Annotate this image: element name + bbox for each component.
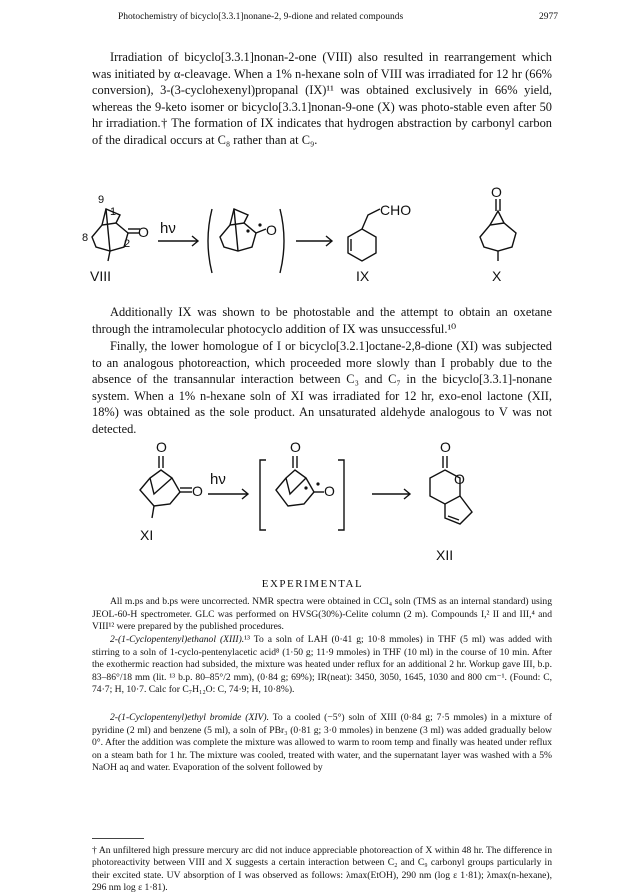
scheme-2-drawing: [80, 438, 560, 570]
scheme-1-drawing: [80, 185, 560, 295]
atom-label: 9: [98, 194, 105, 206]
svg-text:O: O: [266, 222, 277, 238]
compound-label-xii: XII: [436, 547, 454, 563]
footnote: † An unfiltered high pressure mercury arc did not induce appreciable photoreaction of X within 48 hr. The difference in photoreactivity between VIII and X suggests a certain interaction between C₂ and C₉ carbonyl groups particularly in their excited state. UV absorption of I was observed as follows: λmax(EtOH), 290 nm (log ε 1·81); λmax(n-hexane), 296 nm log ε 1·81).: [92, 845, 552, 894]
paragraph-lower-homologue: Finally, the lower homologue of I or bicyclo[3.2.1]octane-2,8-dione (XI) was subjected to an analogous photoreaction, which proceeded more slowly than I probably due to the absence of the transannular interaction between C₃ and C₇ in the bicyclo[3.3.1]-nonane system. When a 1% n-hexane soln of XI was irradiated for 12 hr, exo-enol lactone (XII, 18%) was obtained as the sole product. An unsaturated aldehyde analogous to V was not detected.: [92, 339, 552, 436]
reaction-scheme-1: [80, 185, 560, 295]
svg-text:O: O: [290, 439, 301, 455]
experimental-compound-xiv: [92, 712, 552, 775]
svg-text:O: O: [454, 471, 465, 487]
structure-xi: [140, 439, 203, 543]
compound-text-xiv: To a cooled (−5°) soln of XIII (0·84 g; 7·5 mmoles) in a mixture of pyridine (2 ml) and benzene (5 ml), a soln of PBr₃ (0·81 g; 3·0 mmoles) in benzene (3 ml) was added gradually below 0°. After the addition was complete the mixture was allowed to warm to room temp and finally was heated under reflux on a steam bath for 1 hr. The mixture was cooled, treated with water, and the supernatant layer was washed with a 5% NaOH aq and water. Evaporation of the solvent followed by: [92, 712, 552, 774]
footnote-rule: [92, 838, 144, 839]
structure-viii: [82, 194, 149, 284]
compound-label-xi: XI: [140, 527, 154, 543]
arrow-hv-1: [158, 220, 198, 246]
arrow-3: [372, 489, 410, 499]
compound-label-ix: IX: [356, 268, 370, 284]
compound-label-x: X: [492, 268, 502, 284]
compound-title-xiii: 2-(1-Cyclopentenyl)ethanol (XIII).: [110, 634, 245, 645]
compound-title-xiv: 2-(1-Cyclopentenyl)ethyl bromide (XIV).: [110, 712, 269, 723]
page-number: 2977: [539, 12, 558, 22]
experimental-general: All m.ps and b.ps were uncorrected. NMR spectra were obtained in CCl₄ soln (TMS as an internal standard) using JEOL-60-H spectrometer. GLC was performed on HVSG(30%)-Celite column (2 m). Compounds I,² II and III,⁴ and VIII¹² were prepared by the published procedures.: [92, 596, 552, 633]
svg-text:CHO: CHO: [380, 202, 412, 218]
compound-text-xiii: ¹³ To a soln of LAH (0·41 g; 10·8 mmoles) in THF (5 ml) was added with stirring to a soln of 1-cyclo-pentenylacetic acid⁸ (1·50 g; 11·9 mmoles) in THF (10 ml) in the course of 10 min. After the exothermic reaction had subsided, the mixture was heated under reflux for an additional 2 hr. Workup gave III, b.p. 83–86°/18 mm (lit. ¹³ b.p. 80–85°/2 mm), (0·84 g; 69%); IR(neat): 3450, 3050, 1645, 1030 and 800 cm⁻¹. (Found: C, 74·7; H, 10·7. Calc for C₇H₁₂O: C, 74·9; H, 10·8%).: [92, 634, 552, 696]
atom-label: 2: [124, 238, 131, 250]
diradical-intermediate: [208, 209, 284, 273]
structure-x: [480, 185, 516, 284]
svg-text:O: O: [192, 483, 203, 499]
atom-label: O: [138, 224, 149, 240]
svg-text:O: O: [491, 185, 502, 200]
svg-text:hν: hν: [160, 220, 176, 237]
section-heading-experimental: EXPERIMENTAL: [261, 578, 364, 590]
compound-label-viii: VIII: [90, 268, 112, 284]
paragraph-irradiation: Irradiation of bicyclo[3.3.1]nonan-2-one (VIII) also resulted in rearrangement which was initiated by α-cleavage. When a 1% n-hexane soln of VIII was irradiated for 12 hr (66% conversion), 3-(3-cyclohexenyl)propanal (IX)¹¹ was obtained exclusively in 66% yield, whereas the 9-keto isomer or bicyclo[3.3.1]nonan-9-one (X) was photo-stable even after 50 hr irradiation.† The formation of IX indicates that hydrogen abstraction by carbonyl carbon of the diradical occurs at C₈ rather than at C₉.: [92, 50, 552, 147]
paragraph-photostable: Additionally IX was shown to be photostable and the attempt to obtain an oxetane through the intramolecular photocyclo addition of IX was unsuccessful.¹⁰: [92, 305, 552, 336]
reaction-scheme-2: [80, 438, 560, 570]
running-head-title: Photochemistry of bicyclo[3.3.1]nonane-2, 9-dione and related compounds: [118, 12, 404, 22]
arrow-hv-2: [208, 471, 248, 499]
svg-text:O: O: [156, 439, 167, 455]
svg-text:hν: hν: [210, 471, 226, 488]
structure-xii: [430, 439, 472, 563]
diradical-intermediate-2: [260, 439, 344, 530]
arrow-2: [296, 236, 332, 246]
atom-label: 1: [110, 206, 117, 218]
experimental-compound-xiii: [92, 634, 552, 697]
svg-text:O: O: [324, 483, 335, 499]
atom-label: 8: [82, 232, 89, 244]
svg-text:O: O: [440, 439, 451, 455]
structure-ix: [348, 202, 411, 284]
